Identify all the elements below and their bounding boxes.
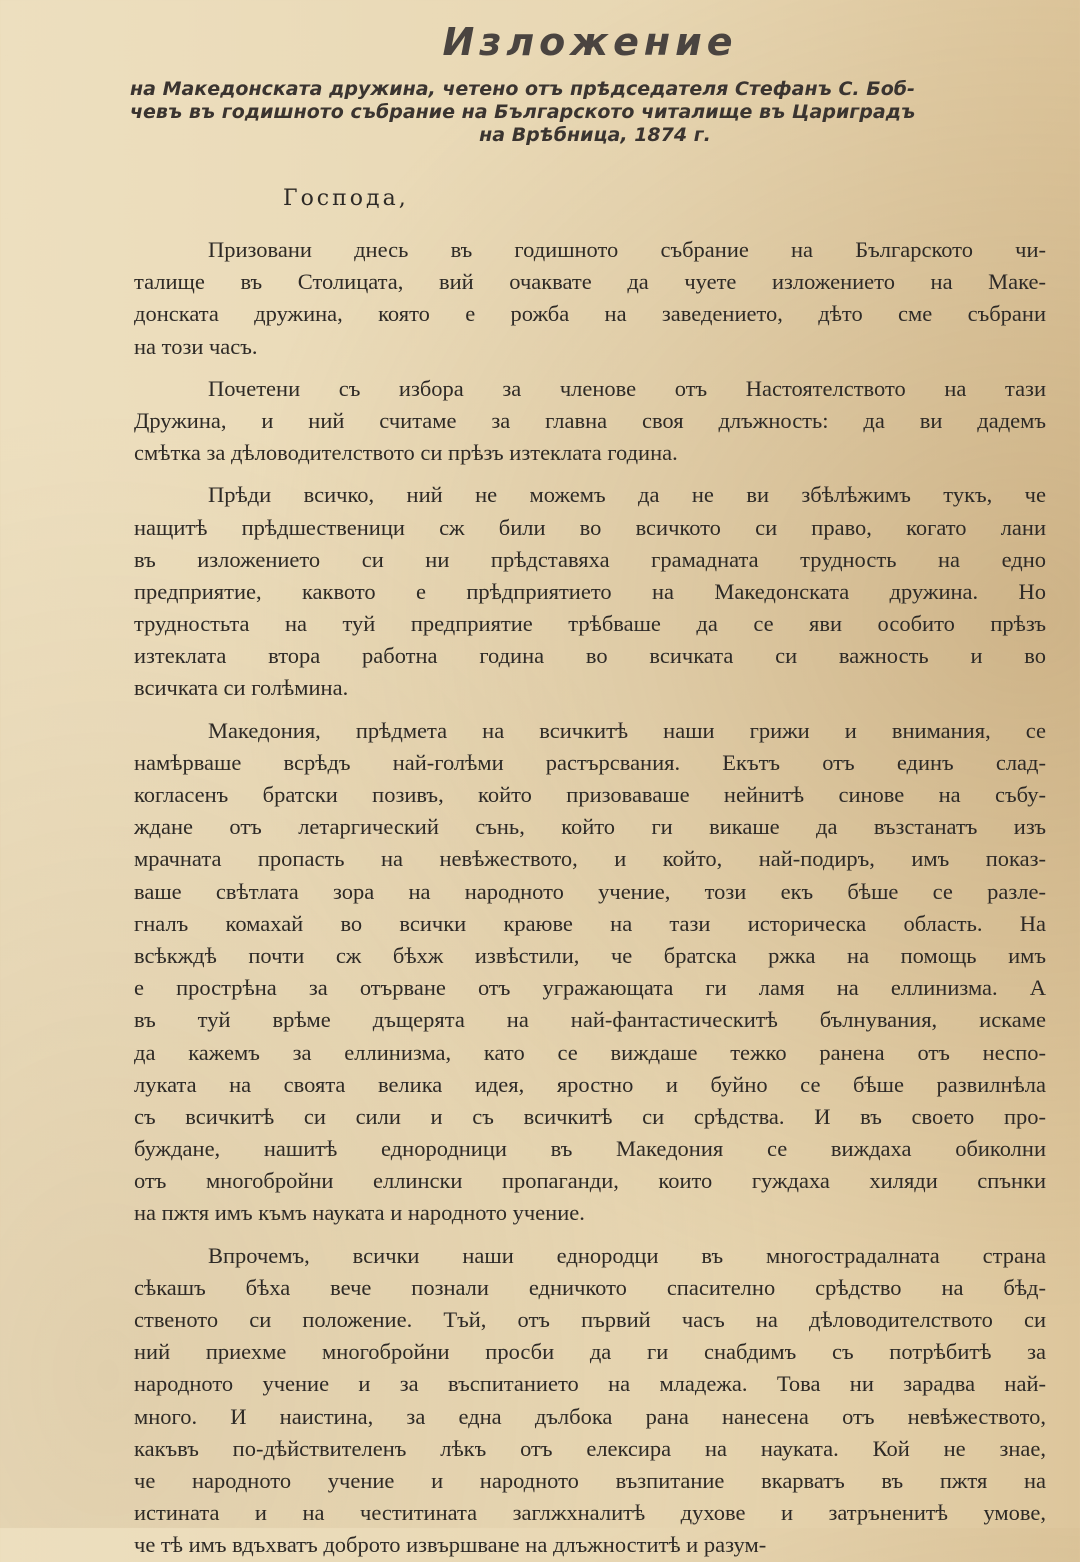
text-line: Почетени съ избора за членове отъ Настоятелството на тази xyxy=(208,375,1046,401)
text-line: Дружина, и ний считаме за главна своя длъжность: да ви дадемъ xyxy=(134,407,1046,433)
text-line: буждане, нашитѣ еднородници въ Македония се виждаха обиколни xyxy=(134,1136,1046,1162)
text-line: въ изложението си ни прѣдставяха грамадната трудность на едно xyxy=(134,546,1046,572)
text-line: че народното учение и народното възпитание вкарватъ въ пжтя на xyxy=(134,1467,1046,1493)
text-line: изтеклата втора работна година во всичката си важность и во xyxy=(134,643,1046,669)
text-line: когласенъ братски позивъ, който призоваваше нейнитѣ синове на събу- xyxy=(134,782,1046,807)
text-line: е прострѣна за отърване отъ угражающата ги ламя на еллинизма. А xyxy=(134,975,1046,1001)
paragraph xyxy=(134,469,1046,704)
text-line: Призовани днесь въ годишното събрание на Българското чи- xyxy=(208,237,1046,262)
text-line: ственото си положение. Тъй, отъ първий часъ на дѣловодителството си xyxy=(134,1307,1046,1332)
text-line: талище въ Столицата, вий очаквате да чуете изложението на Маке- xyxy=(134,269,1046,295)
text-line: отъ многобройни еллински пропаганди, които гуждаха хиляди спънки xyxy=(134,1168,1046,1194)
text-line: Прѣди всичко, ний не можемъ да не ви збѣлѣжимъ тукъ, че xyxy=(208,482,1046,508)
paragraph xyxy=(134,363,1046,470)
paragraph xyxy=(134,705,1046,1230)
text-line: сѣкашъ бѣха вече познали едничкото спасително срѣдство на бѣд- xyxy=(134,1274,1046,1300)
text-line: ждане отъ летаргический сънь, който ги викаше да възстанатъ изъ xyxy=(134,814,1046,840)
text-line: Македония, прѣдмета на всичкитѣ наши грижи и внимания, се xyxy=(208,717,1046,743)
text-line: донската дружина, която е рожба на заведението, дѣто сме събрани xyxy=(134,301,1046,327)
text-line: ний приехме многобройни просби да ги снабдимъ съ потрѣбитѣ за xyxy=(134,1339,1046,1365)
text-line: всѣкждѣ почти сж бѣхж извѣстили, че братска ржка на помощь имъ xyxy=(134,942,1046,968)
subtitle-line: чевъ въ годишното събрание на Българското читалище въ Цариградъ xyxy=(130,101,916,123)
text-line: на този часъ. xyxy=(134,333,258,359)
document-title: Изложение xyxy=(442,20,738,64)
text-line: съ всичкитѣ си сили и съ всичкитѣ си срѣдства. И въ своето про- xyxy=(134,1103,1046,1129)
text-line: предприятие, каквото е прѣдприятието на Македонската дружина. Но xyxy=(134,578,1046,604)
text-line: въ туй врѣме дъщерята на най-фантастическитѣ бълнувания, искаме xyxy=(134,1007,1046,1033)
text-line: Впрочемъ, всички наши еднородци въ многострадалната страна xyxy=(208,1242,1046,1268)
paragraph xyxy=(134,1230,1046,1562)
paragraph xyxy=(134,224,1046,363)
text-line: да кажемъ за еллинизма, като се виждаше тежко ранена отъ неспо- xyxy=(134,1039,1046,1065)
text-line: истината и на честитината заглжхналитѣ духове и затръненитѣ умове, xyxy=(134,1500,1046,1526)
text-line: нащитѣ прѣдшественици сж били во всичкото си право, когато лани xyxy=(134,514,1046,540)
text-line: намѣрваше всрѣдъ най-голѣми растърсвания. Екътъ отъ единъ слад- xyxy=(134,749,1046,775)
text-line: гналъ комахай во всички краюве на тази историческа область. На xyxy=(134,910,1046,936)
text-line: всичката си голѣмина. xyxy=(134,675,349,701)
text-line: много. И наистина, за една дълбока рана нанесена отъ невѣжеството, xyxy=(134,1403,1046,1429)
text-line: че тѣ имъ вдъхватъ доброто извършване на длъжноститѣ и разум- xyxy=(134,1532,767,1558)
text-line: народното учение и за въспитанието на младежа. Това ни зарадва най- xyxy=(134,1371,1046,1397)
document-subtitle xyxy=(130,78,1060,147)
text-line: смѣтка за дѣловодителството си прѣзъ изтеклата година. xyxy=(134,440,678,466)
text-line: луката на своята велика идея, яростно и буйно се бѣше развилнѣла xyxy=(134,1071,1046,1097)
text-line: на пжтя имъ къмъ науката и народното учение. xyxy=(134,1200,585,1226)
salutation: Господа, xyxy=(283,186,409,211)
text-line: трудностьта на туй предприятие трѣбваше да се яви особито прѣзъ xyxy=(134,611,1046,637)
subtitle-line: на Врѣбница, 1874 г. xyxy=(479,124,711,146)
text-line: мрачната пропасть на невѣжеството, и който, най-подиръ, имъ показ- xyxy=(134,846,1046,872)
body-text xyxy=(134,224,1046,1562)
subtitle-line: на Македонската дружина, четено отъ прѣдседателя Стефанъ С. Боб- xyxy=(130,78,915,100)
text-line: ваше свѣтлата зора на народното учение, този екъ бѣше се разле- xyxy=(134,878,1046,904)
text-line: какъвъ по-дѣйствителенъ лѣкъ отъ елексира на науката. Кой не знае, xyxy=(134,1435,1046,1461)
